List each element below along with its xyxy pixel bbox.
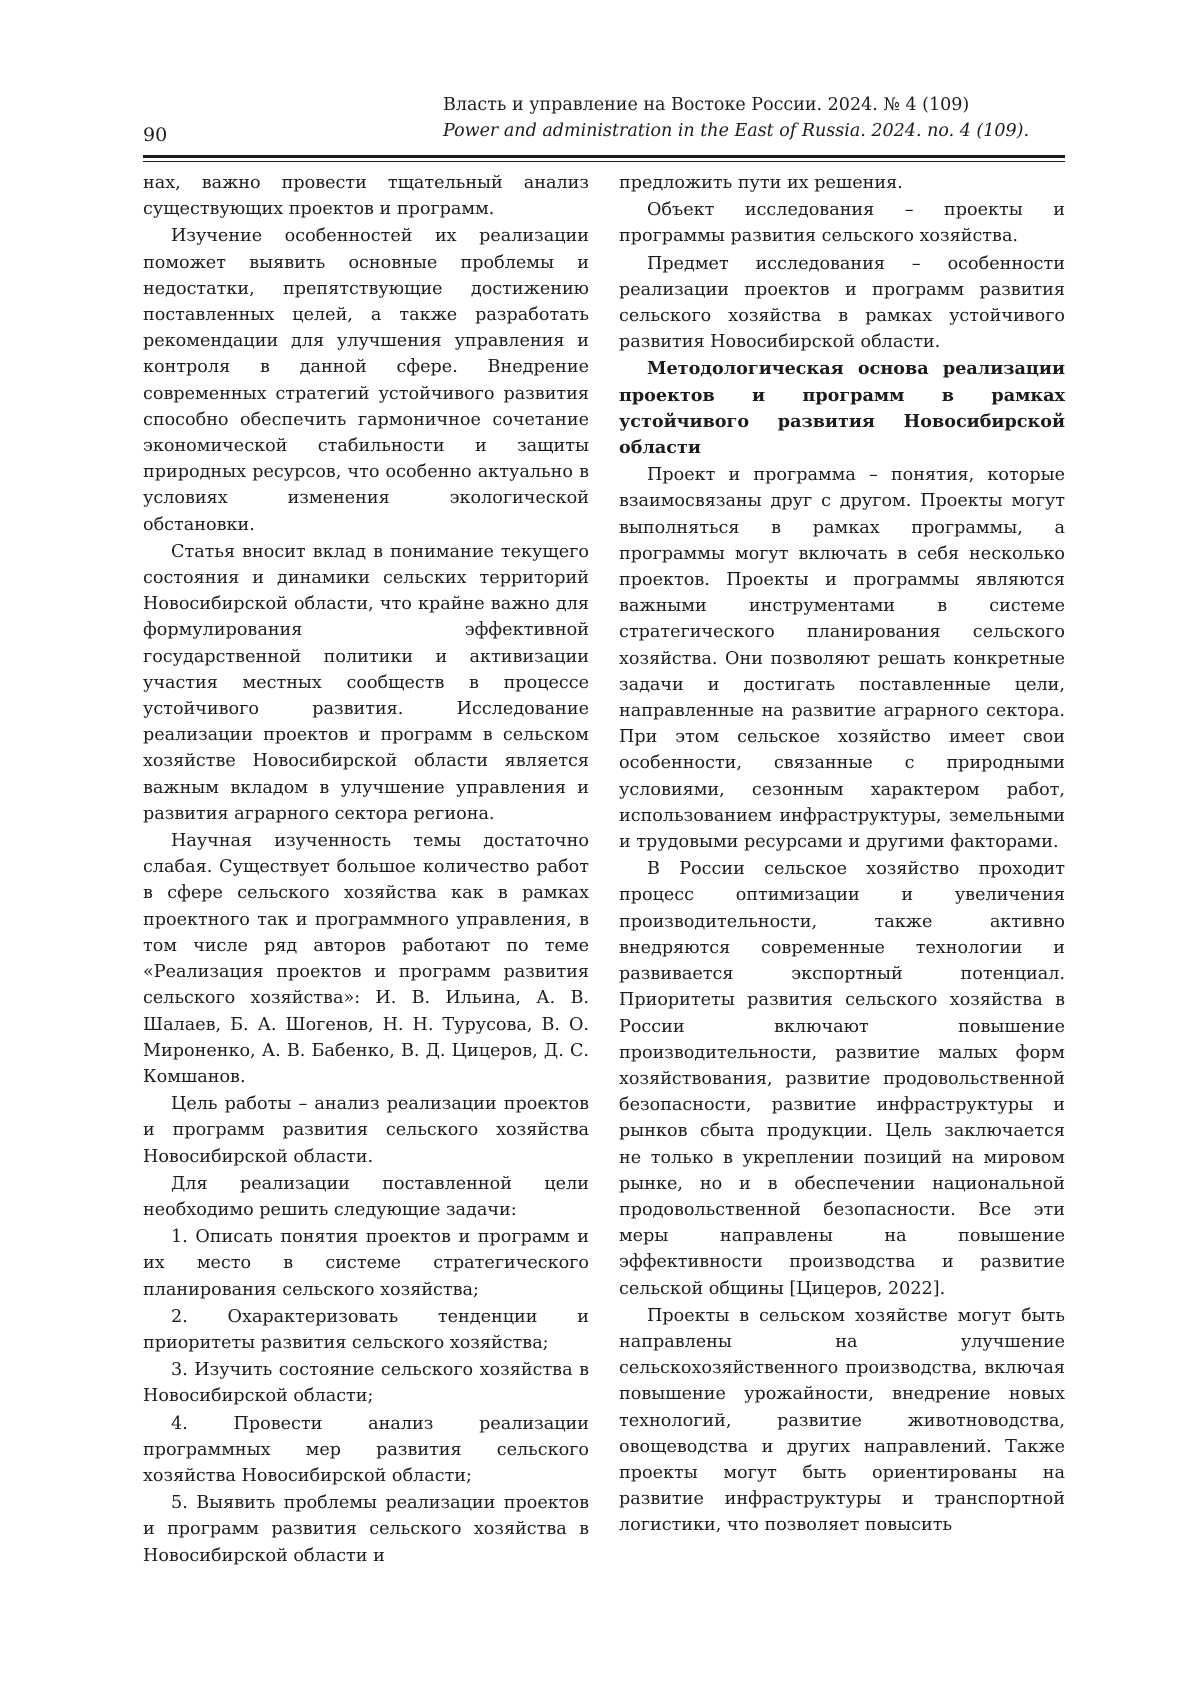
left-column <box>143 170 589 1570</box>
journal-title-en: Power and administration in the East of Russia. 2024. no. 4 (109). <box>443 121 1030 141</box>
paragraph: Предмет исследования – особенности реализации проектов и программ развития сельского хозяйства в рамках устойчивого развития Новосибирской области. <box>619 253 1065 353</box>
paragraph: В России сельское хозяйство проходит процесс оптимизации и увеличения производительности, также активно внедряются современные технологии и развивается экспортный потенциал. Приоритеты развития сельского хозяйства в России включают повышение производительности, развитие малых форм хозяйствования, развитие продовольственной безопасности, развитие инфраструктуры и рынков сбыта продукции. Цель заключается не только в укреплении позиций на мировом рынке, но и в обеспечении национальной продовольственной безопасности. Все эти меры направлены на повышение эффективности производства и развитие сельской общины [Цицеров, 2022]. <box>619 859 1065 1299</box>
paragraph: Объект исследования – проекты и программы развития сельского хозяйства. <box>619 200 1065 247</box>
right-column <box>619 170 1065 1540</box>
paragraph: Научная изученность темы достаточно слабая. Существует большое количество работ в сфере сельского хозяйства как в рамках проектного так и программного управления, в том числе ряд авторов работают по теме «Реализация проектов и программ развития сельского хозяйства»: И. В. Ильина, А. В. Шалаев, Б. А. Шогенов, Н. Н. Турусова, В. О. Мироненко, А. В. Бабенко, В. Д. Цицеров, Д. С. Комшанов. <box>143 831 589 1087</box>
task-list-item: 3. Изучить состояние сельского хозяйства в Новосибирской области; <box>143 1360 589 1407</box>
page-number: 90 <box>143 124 168 146</box>
paragraph: предложить пути их решения. <box>619 173 903 193</box>
paragraph: нах, важно провести тщательный анализ существующих проектов и программ. <box>143 173 589 220</box>
section-heading: Методологическая основа реализации проектов и программ в рамках устойчивого развития Новосибирской области <box>619 358 1065 459</box>
paragraph: Проекты в сельском хозяйстве могут быть направлены на улучшение сельскохозяйственного производства, включая повышение урожайности, внедрение новых технологий, развитие животноводства, овощеводства и других направлений. Также проекты могут быть ориентированы на развитие инфраструктуры и транспортной логистики, что позволяет повысить <box>619 1305 1065 1536</box>
paragraph: Для реализации поставленной цели необходимо решить следующие задачи: <box>143 1173 589 1220</box>
task-list-item: 4. Провести анализ реализации программных мер развития сельского хозяйства Новосибирской области; <box>143 1413 589 1486</box>
running-header <box>143 93 1065 146</box>
task-list-item: 1. Описать понятия проектов и программ и их место в системе стратегического планирования сельского хозяйства; <box>143 1227 589 1300</box>
header-rule-thick <box>143 155 1065 158</box>
paragraph: Проект и программа – понятия, которые взаимосвязаны друг с другом. Проекты могут выполняться в рамках программы, а программы могут включать в себя несколько проектов. Проекты и программы являются важными инструментами в системе стратегического планирования сельского хозяйства. Они позволяют решать конкретные задачи и достигать поставленные цели, направленные на развитие аграрного сектора. При этом сельское хозяйство имеет свои особенности, связанные с природными условиями, сезонным характером работ, использованием инфраструктуры, земельными и трудовыми ресурсами и другими факторами. <box>619 465 1065 853</box>
header-rule-thin <box>143 161 1065 162</box>
journal-title-ru: Власть и управление на Востоке России. 2024. № 4 (109) <box>443 95 970 115</box>
paragraph: Изучение особенностей их реализации поможет выявить основные проблемы и недостатки, препятствующие достижению поставленных целей, а также разработать рекомендации для улучшения управления и контроля в данной сфере. Внедрение современных стратегий устойчивого развития способно обеспечить гармоничное сочетание экономической стабильности и защиты природных ресурсов, что особенно актуально в условиях изменения экологической обстановки. <box>143 226 589 535</box>
paragraph: Статья вносит вклад в понимание текущего состояния и динамики сельских территорий Новосибирской области, что крайне важно для формулирования эффективной государственной политики и активизации участия местных сообществ в процессе устойчивого развития. Исследование реализации проектов и программ в сельском хозяйстве Новосибирской области является важным вкладом в улучшение управления и развития аграрного сектора региона. <box>143 541 589 824</box>
task-list-item: 2. Охарактеризовать тенденции и приоритеты развития сельского хозяйства; <box>143 1306 589 1353</box>
task-list-item: 5. Выявить проблемы реализации проектов и программ развития сельского хозяйства в Новосибирской области и <box>143 1493 589 1566</box>
paragraph: Цель работы – анализ реализации проектов и программ развития сельского хозяйства Новосибирской области. <box>143 1094 589 1167</box>
